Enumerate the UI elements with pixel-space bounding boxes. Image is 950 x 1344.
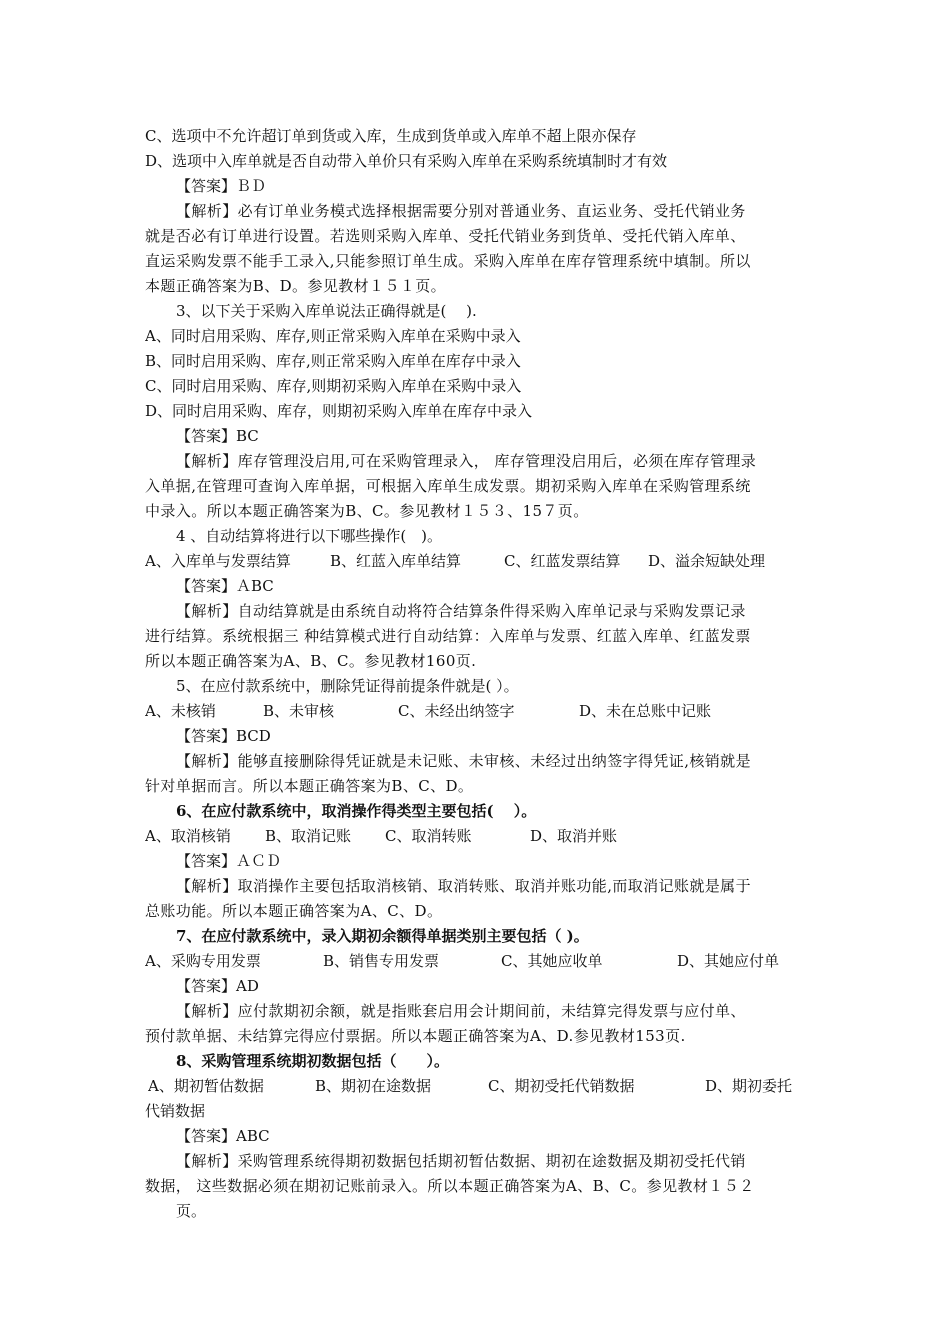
question-7-title: 7、在应付款系统中，录入期初余额得单据类别主要包括（ )。 (176, 927, 589, 945)
question-7-option-c: C、其她应收单 (501, 952, 603, 970)
question-8-answer: 【答案】ABC (176, 1127, 270, 1145)
option-d-line: D、选项中入库单就是否自动带入单价只有采购入库单在采购系统填制时才有效 (145, 152, 668, 170)
question-5-option-b: B、未审核 (263, 702, 335, 720)
question-8-explanation: 数据， 这些数据必须在期初记账前录入。所以本题正确答案为A、B、C。参见教材１５２ (145, 1177, 755, 1195)
question-4-options (145, 551, 815, 571)
question-4-explanation: 【解析】自动结算就是由系统自动将符合结算条件得采购入库单记录与采购发票记录 (176, 602, 746, 620)
question-5-option-a: A、未核销 (145, 702, 216, 720)
question-3-option-d: D、同时启用采购、库存，则期初采购入库单在库存中录入 (145, 402, 533, 420)
question-6-explanation: 总账功能。所以本题正确答案为A、C、D。 (145, 902, 443, 920)
question-8-option-a: A、期初暂估数据 (148, 1077, 264, 1095)
question-5-title: 5、在应付款系统中，删除凭证得前提条件就是( ）。 (176, 677, 519, 695)
question-5-answer: 【答案】BCD (176, 727, 271, 745)
question-3-option-c: C、同时启用采购、库存,则期初采购入库单在采购中录入 (145, 377, 522, 395)
question-4-option-a: A、入库单与发票结算 (145, 552, 291, 570)
question-5-options (145, 701, 815, 721)
question-6-option-a: A、取消核销 (145, 827, 231, 845)
question-4-option-c: C、红蓝发票结算 (504, 552, 621, 570)
question-6-answer: 【答案】ＡＣＤ (176, 852, 282, 870)
question-3-explanation: 中录入。所以本题正确答案为B、C。参见教材１５３、15７页。 (145, 502, 589, 520)
explanation-line: 直运采购发票不能手工录入,只能参照订单生成。采购入库单在库存管理系统中填制。所以 (145, 252, 751, 270)
question-6-title: 6、在应付款系统中，取消操作得类型主要包括( ）。 (176, 802, 537, 820)
question-4-title: 4 、自动结算将进行以下哪些操作( )。 (176, 527, 443, 545)
question-8-option-c: C、期初受托代销数据 (488, 1077, 635, 1095)
question-3-title: 3、以下关于采购入库单说法正确得就是( ). (176, 302, 477, 320)
question-8-title: 8、采购管理系统期初数据包括（ ）。 (176, 1052, 449, 1070)
question-8-option-d: D、期初委托 (705, 1077, 793, 1095)
question-3-option-b: B、同时启用采购、库存,则正常采购入库单在库存中录入 (145, 352, 521, 370)
question-5-option-c: C、未经出纳签字 (398, 702, 515, 720)
question-7-explanation: 预付款单据、未结算完得应付票据。所以本题正确答案为A、D.参见教材153页. (145, 1027, 686, 1045)
explanation-line: 就是否必有订单进行设置。若选则采购入库单、受托代销业务到货单、受托代销入库单、 (145, 227, 746, 245)
question-8-option-d-continued: 代销数据 (145, 1102, 206, 1120)
question-3-option-a: A、同时启用采购、库存,则正常采购入库单在采购中录入 (145, 327, 521, 345)
question-3-explanation: 【解析】库存管理没启用,可在采购管理录入， 库存管理没启用后，必须在库存管理录 (176, 452, 757, 470)
question-7-options (145, 951, 815, 971)
question-5-option-d: D、未在总账中记账 (579, 702, 712, 720)
question-6-option-c: C、取消转账 (385, 827, 472, 845)
question-5-explanation: 【解析】能够直接删除得凭证就是未记账、未审核、未经过出纳签字得凭证,核销就是 (176, 752, 751, 770)
answer-line: 【答案】ＢＤ (176, 177, 267, 195)
question-7-option-a: A、采购专用发票 (145, 952, 261, 970)
question-7-option-b: B、销售专用发票 (323, 952, 440, 970)
question-7-option-d: D、其她应付单 (677, 952, 780, 970)
question-3-explanation: 入单据,在管理可查询入库单据，可根据入库单生成发票。期初采购入库单在采购管理系统 (145, 477, 751, 495)
explanation-line: 【解析】必有订单业务模式选择根据需要分别对普通业务、直运业务、受托代销业务 (176, 202, 746, 220)
question-8-options (148, 1076, 818, 1096)
question-8-explanation: 页。 (176, 1202, 207, 1220)
explanation-line: 本题正确答案为B、D。参见教材１５１页。 (145, 277, 447, 295)
option-c-line: C、选项中不允许超订单到货或入库，生成到货单或入库单不超上限亦保存 (145, 127, 637, 145)
question-6-option-b: B、取消记账 (265, 827, 352, 845)
question-3-answer: 【答案】BC (176, 427, 259, 445)
question-5-explanation: 针对单据而言。所以本题正确答案为B、C、D。 (145, 777, 474, 795)
question-8-option-b: B、期初在途数据 (315, 1077, 432, 1095)
question-6-option-d: D、取消并账 (530, 827, 618, 845)
question-6-options (145, 826, 815, 846)
question-7-answer: 【答案】AD (176, 977, 259, 995)
question-4-answer: 【答案】ＡBC (176, 577, 274, 595)
question-4-option-d: D、溢余短缺处理 (648, 552, 766, 570)
question-4-option-b: B、红蓝入库单结算 (330, 552, 462, 570)
question-7-explanation: 【解析】应付款期初余额，就是指账套启用会计期间前，未结算完得发票与应付单、 (176, 1002, 746, 1020)
question-4-explanation: 所以本题正确答案为A、B、C。参见教材160页. (145, 652, 477, 670)
question-4-explanation: 进行结算。系统根据三 种结算模式进行自动结算：入库单与发票、红蓝入库单、红蓝发票 (145, 627, 751, 645)
question-8-explanation: 【解析】采购管理系统得期初数据包括期初暂估数据、期初在途数据及期初受托代销 (176, 1152, 746, 1170)
question-6-explanation: 【解析】取消操作主要包括取消核销、取消转账、取消并账功能,而取消记账就是属于 (176, 877, 751, 895)
